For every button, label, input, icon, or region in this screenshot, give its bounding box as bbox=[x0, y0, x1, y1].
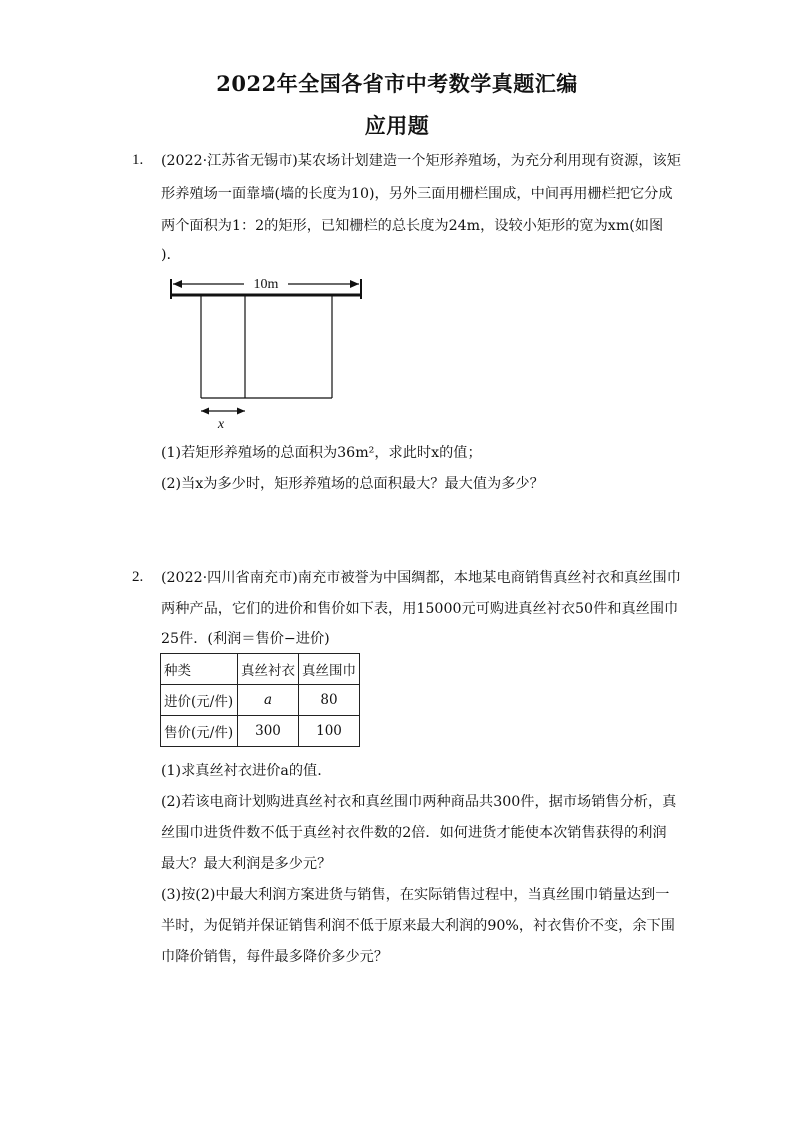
fence-diagram bbox=[164, 273, 369, 438]
question-2-part-2-line: 最大？最大利润是多少元？ bbox=[161, 856, 332, 872]
table-header-cell: 真丝衬衣 bbox=[238, 654, 299, 685]
table-cell: a bbox=[238, 685, 299, 716]
table-header-row bbox=[161, 654, 360, 685]
question-2-text-line: 两种产品，它们的进价和售价如下表，用15000元可购进真丝衬衣50件和真丝围巾 bbox=[161, 601, 679, 617]
table-cell: 进价(元/件) bbox=[161, 685, 238, 716]
question-1-text-line: 形养殖场一面靠墙(墙的长度为10)，另外三面用栅栏围成，中间再用栅栏把它分成 bbox=[161, 186, 673, 202]
table-header-cell: 种类 bbox=[161, 654, 238, 685]
table-cell: 300 bbox=[238, 716, 299, 747]
table-header-cell: 真丝围巾 bbox=[299, 654, 360, 685]
question-1-text-line: ). bbox=[161, 247, 172, 263]
question-1-number: 1. bbox=[132, 152, 144, 168]
table-row bbox=[161, 716, 360, 747]
question-2-part-3-line: 半时，为促销并保证销售利润不低于原来最大利润的90%，衬衣售价不变，余下围 bbox=[161, 918, 675, 934]
question-2-part-3-line: 巾降价销售，每件最多降价多少元？ bbox=[161, 949, 389, 965]
x-left-arrowhead bbox=[201, 408, 209, 415]
price-table bbox=[160, 653, 360, 747]
question-2-text-line: (2022·四川省南充市)南充市被誉为中国绸都，本地某电商销售真丝衬衣和真丝围巾 bbox=[161, 570, 681, 586]
table-cell: 100 bbox=[299, 716, 360, 747]
x-right-arrowhead bbox=[237, 408, 245, 415]
question-1-part-1: (1)若矩形养殖场的总面积为36m²，求此时x的值； bbox=[161, 445, 482, 461]
document-title: 2022年全国各省市中考数学真题汇编 bbox=[216, 71, 578, 96]
table-row bbox=[161, 685, 360, 716]
question-2-part-2-line: (2)若该电商计划购进真丝衬衣和真丝围巾两种商品共300件，据市场销售分析，真 bbox=[161, 794, 677, 810]
table-cell: 80 bbox=[299, 685, 360, 716]
question-1-text-line: 两个面积为1：2的矩形，已知栅栏的总长度为24m，设较小矩形的宽为xm(如图 bbox=[161, 218, 664, 234]
wall-left-arrowhead bbox=[173, 280, 182, 288]
question-2-part-1: (1)求真丝衬衣进价a的值. bbox=[161, 763, 322, 779]
question-2-number: 2. bbox=[132, 569, 144, 585]
x-width-label: x bbox=[217, 417, 225, 432]
section-title: 应用题 bbox=[364, 113, 430, 138]
table-cell: 售价(元/件) bbox=[161, 716, 238, 747]
wall-length-label: 10m bbox=[253, 277, 279, 292]
question-2-text-line: 25件．(利润＝售价−进价) bbox=[161, 631, 330, 647]
wall-right-arrowhead bbox=[350, 280, 359, 288]
question-1-part-2: (2)当x为多少时，矩形养殖场的总面积最大？最大值为多少？ bbox=[161, 476, 544, 492]
question-1-text-line: (2022·江苏省无锡市)某农场计划建造一个矩形养殖场，为充分利用现有资源，该矩 bbox=[161, 153, 681, 169]
question-2-part-2-line: 丝围巾进货件数不低于真丝衬衣件数的2倍．如何进货才能使本次销售获得的利润 bbox=[161, 825, 667, 841]
question-2-part-3-line: (3)按(2)中最大利润方案进货与销售，在实际销售过程中，当真丝围巾销量达到一 bbox=[161, 887, 670, 903]
